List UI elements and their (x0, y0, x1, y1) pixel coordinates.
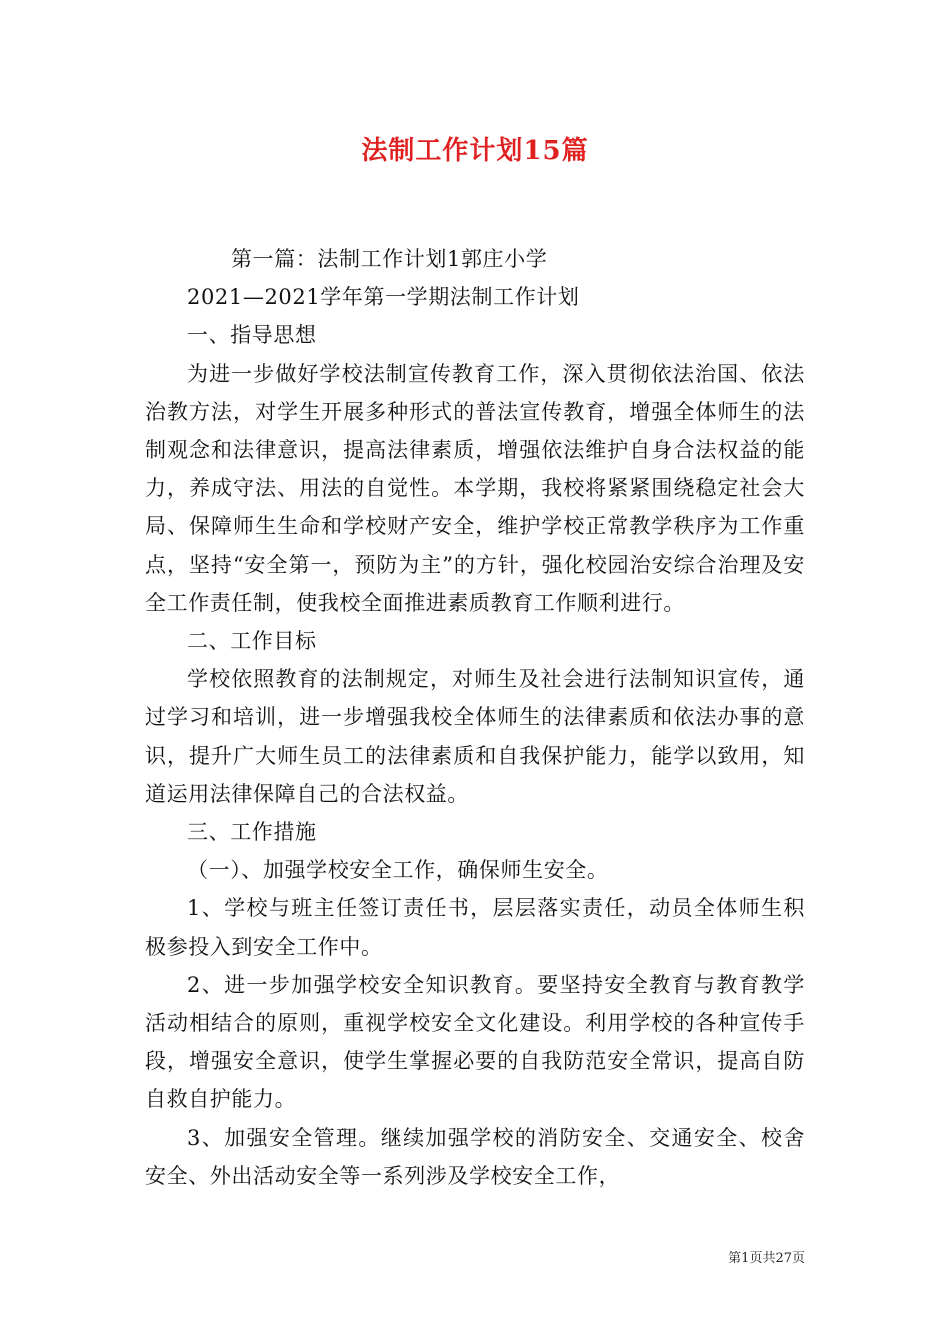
document-title: 法制工作计划15篇 (361, 136, 589, 166)
section-heading: 三、工作措施 (187, 820, 317, 845)
paragraph: 学校依照教育的法制规定，对师生及社会进行法制知识宣传，通过学习和培训，进一步增强我校全体师生的法律素质和依法办事的意识，提升广大师生员工的法律素质和自我保护能力，能学以致用，知道运用法律保障自己的合法权益。 (145, 667, 805, 806)
paragraph: 1、学校与班主任签订责任书，层层落实责任，动员全体师生积极参投入到安全工作中。 (145, 896, 805, 959)
paragraph: 3、加强安全管理。继续加强学校的消防安全、交通安全、校舍安全、外出活动安全等一系列涉及学校安全工作， (145, 1125, 805, 1188)
section-heading: 一、指导思想 (187, 323, 317, 348)
section-heading: 第一篇：法制工作计划1郭庄小学 (231, 247, 548, 271)
paragraph: 2、进一步加强学校安全知识教育。要坚持安全教育与教育教学活动相结合的原则，重视学校安全文化建设。利用学校的各种宣传手段，增强安全意识，使学生掌握必要的自我防范安全常识，提高自防自救自护能力。 (145, 972, 805, 1112)
subsection-heading: （一）、加强学校安全工作，确保师生安全。 (187, 858, 609, 883)
document-body (145, 240, 805, 1195)
plan-subtitle: 2021—2021学年第一学期法制工作计划 (187, 285, 580, 310)
page-number: 第1页共27页 (728, 1251, 805, 1266)
section-heading: 二、工作目标 (187, 629, 317, 654)
paragraph: 为进一步做好学校法制宣传教育工作，深入贯彻依法治国、依法治教方法，对学生开展多种形式的普法宣传教育，增强全体师生的法制观念和法律意识，提高法律素质，增强依法维护自身合法权益的能力，养成守法、用法的自觉性。本学期，我校将紧紧围绕稳定社会大局、保障师生生命和学校财产安全，维护学校正常教学秩序为工作重点，坚持“安全第一，预防为主”的方针，强化校园治安综合治理及安全工作责任制，使我校全面推进素质教育工作顺利进行。 (145, 361, 805, 615)
